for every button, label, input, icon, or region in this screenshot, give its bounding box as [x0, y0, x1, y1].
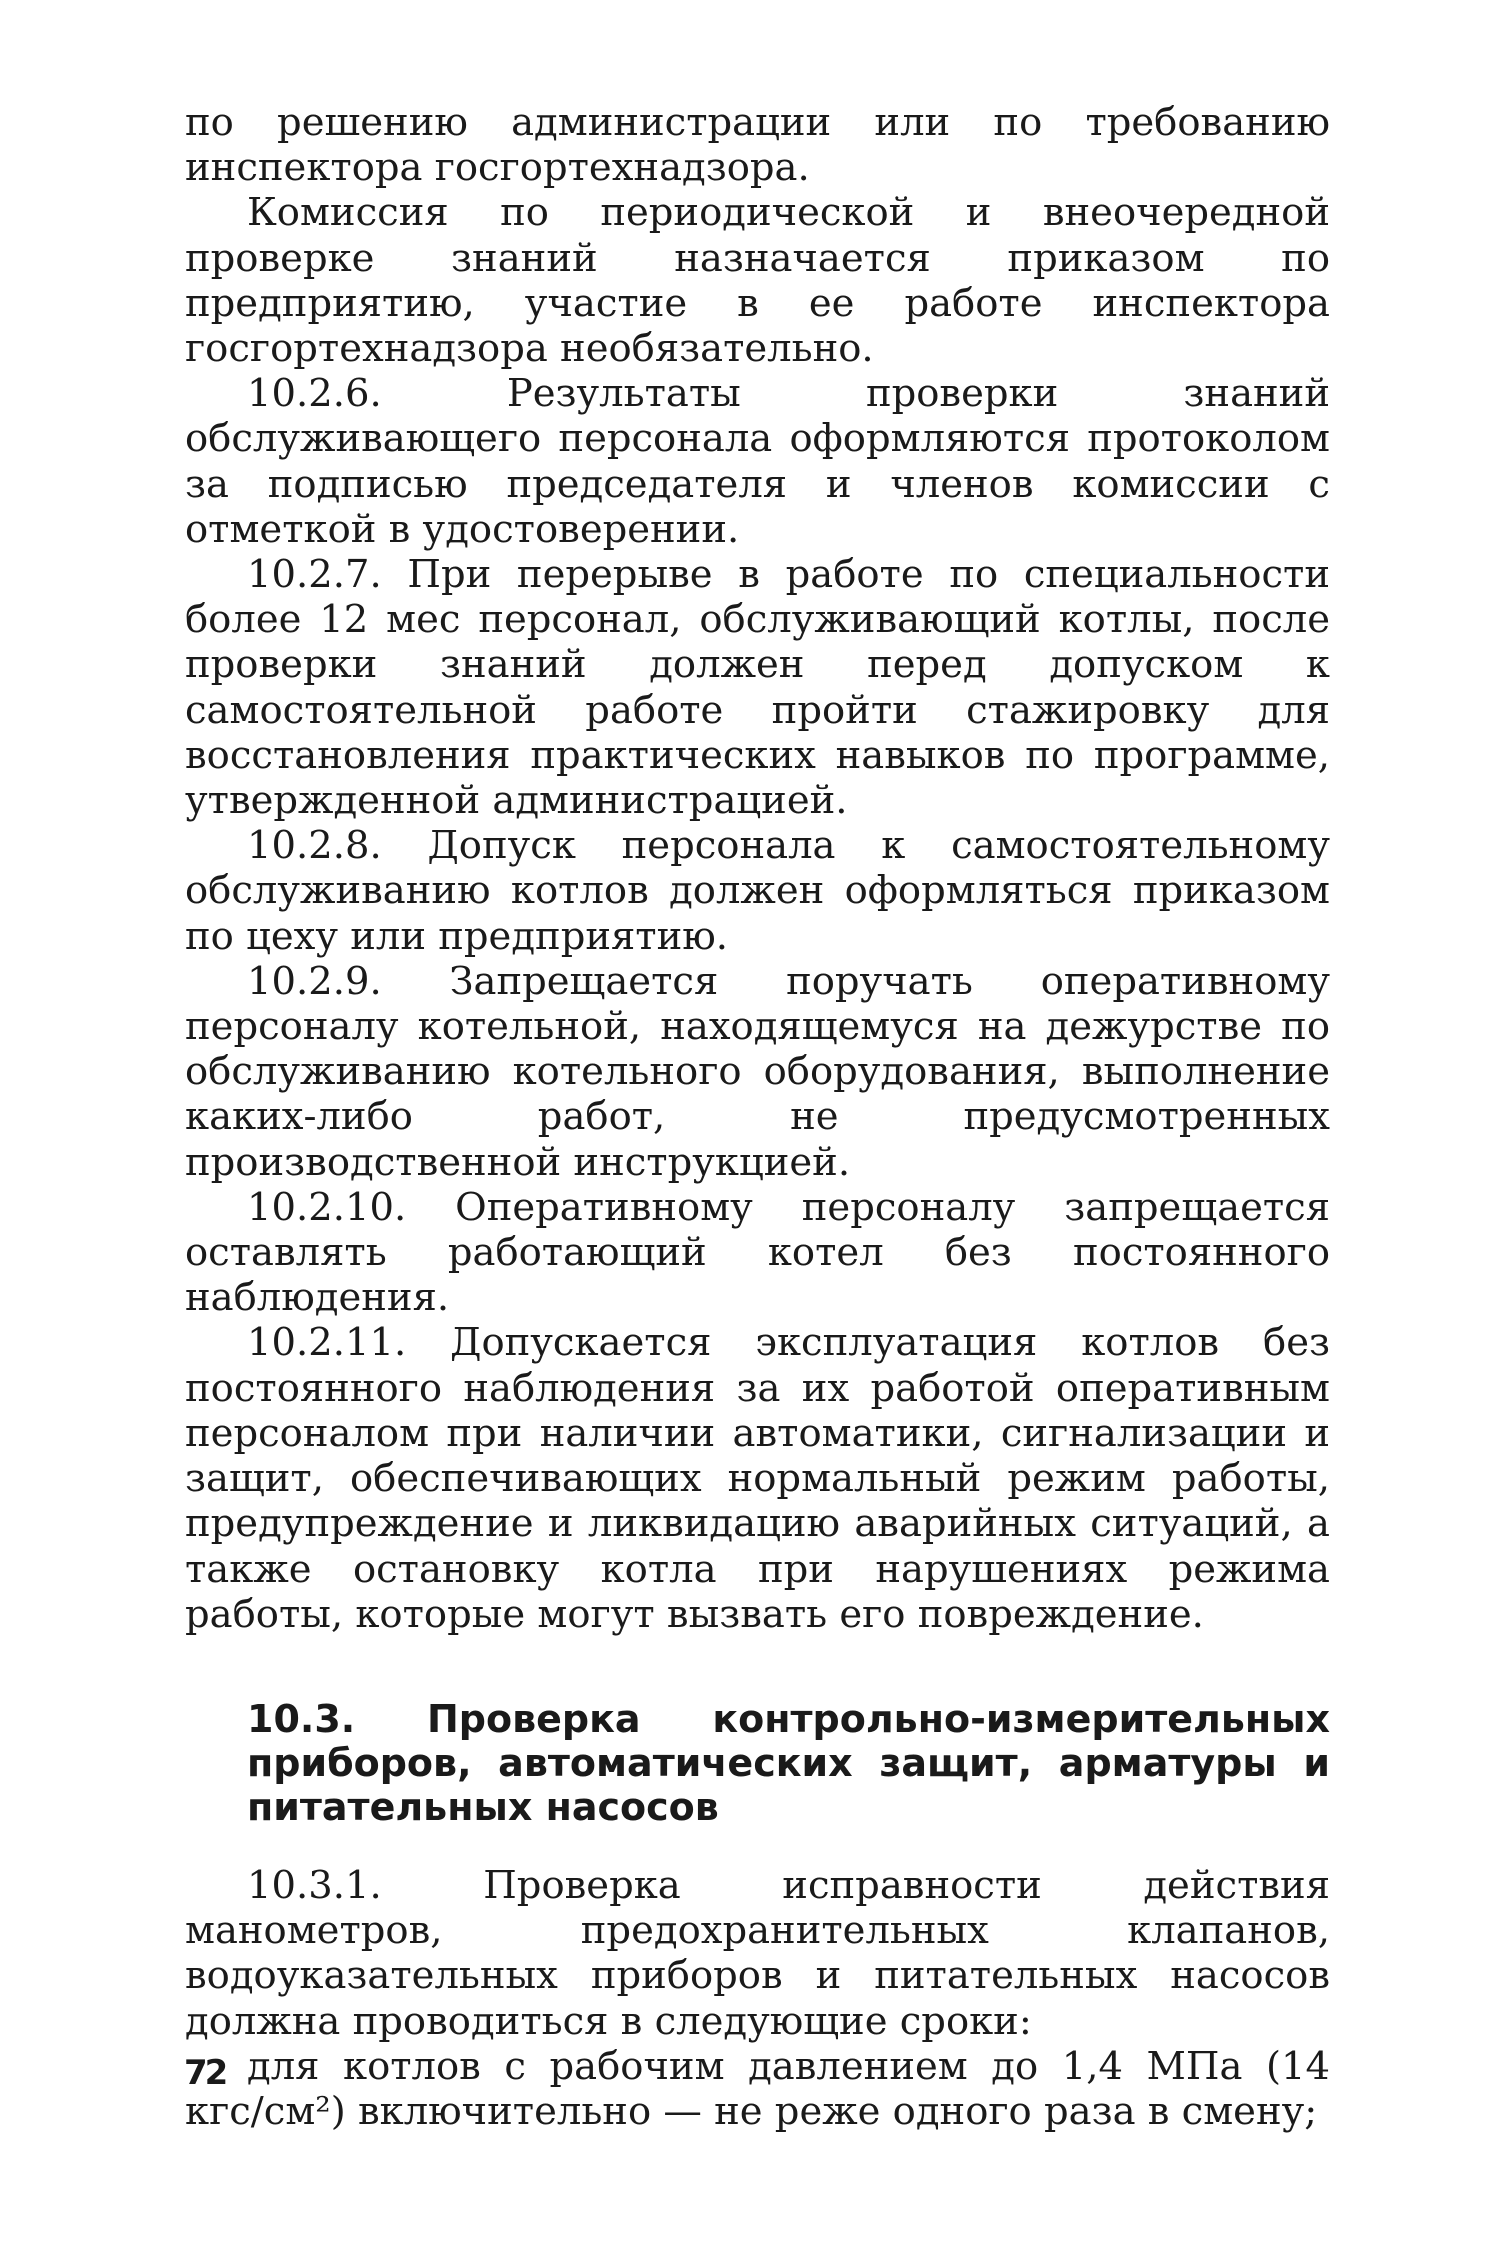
page-number: 72: [184, 2053, 226, 2093]
paragraph-continuation: по решению администрации или по требованию инспектора госгортехнадзора.: [185, 100, 1330, 191]
paragraph-10-2-10: 10.2.10. Оперативному персоналу запрещается оставлять работающий котел без постоянного наблюдения.: [185, 1184, 1330, 1321]
paragraph-commission: Комиссия по периодической и внеочередной проверке знаний назначается приказом по предприятию, участие в ее работе инспектора госгортехнадзора необязательно.: [185, 190, 1330, 372]
paragraph-10-2-6: 10.2.6. Результаты проверки знаний обслуживающего персонала оформляются протоколом за подписью председателя и членов комиссии с отметкой в удостоверении.: [185, 371, 1330, 552]
paragraph-10-2-11: 10.2.11. Допускается эксплуатация котлов без постоянного наблюдения за их работой оперативным персоналом при наличии автоматики, сигнализации и защит, обеспечивающих нормальный режим работы, предупреждение и ликвидацию аварийных ситуаций, а также остановку котла при нарушениях режима работы, которые могут вызвать его повреждение.: [185, 1320, 1330, 1637]
paragraph-boiler-pressure: для котлов с рабочим давлением до 1,4 МПа (14 кгс/см²) включительно — не реже одного раза в смену;: [185, 2043, 1330, 2134]
paragraph-10-2-9: 10.2.9. Запрещается поручать оперативному персоналу котельной, находящемуся на дежурстве по обслуживанию котельного оборудования, выполнение каких-либо работ, не предусмотренных производственной инструкцией.: [185, 958, 1330, 1185]
section-heading-10-3: 10.3. Проверка контрольно-измерительных приборов, автоматических защит, арматуры и питательных насосов: [247, 1696, 1330, 1829]
page-body: [185, 100, 1330, 2134]
paragraph-10-2-7: 10.2.7. При перерыве в работе по специальности более 12 мес персонал, обслуживающий котлы, после проверки знаний должен перед допуском к самостоятельной работе пройти стажировку для восстановления практических навыков по программе, утвержденной администрацией.: [185, 552, 1330, 824]
paragraph-10-2-8: 10.2.8. Допуск персонала к самостоятельному обслуживанию котлов должен оформляться приказом по цеху или предприятию.: [185, 823, 1330, 959]
paragraph-10-3-1: 10.3.1. Проверка исправности действия манометров, предохранительных клапанов, водоуказательных приборов и питательных насосов должна проводиться в следующие сроки:: [185, 1862, 1330, 2044]
